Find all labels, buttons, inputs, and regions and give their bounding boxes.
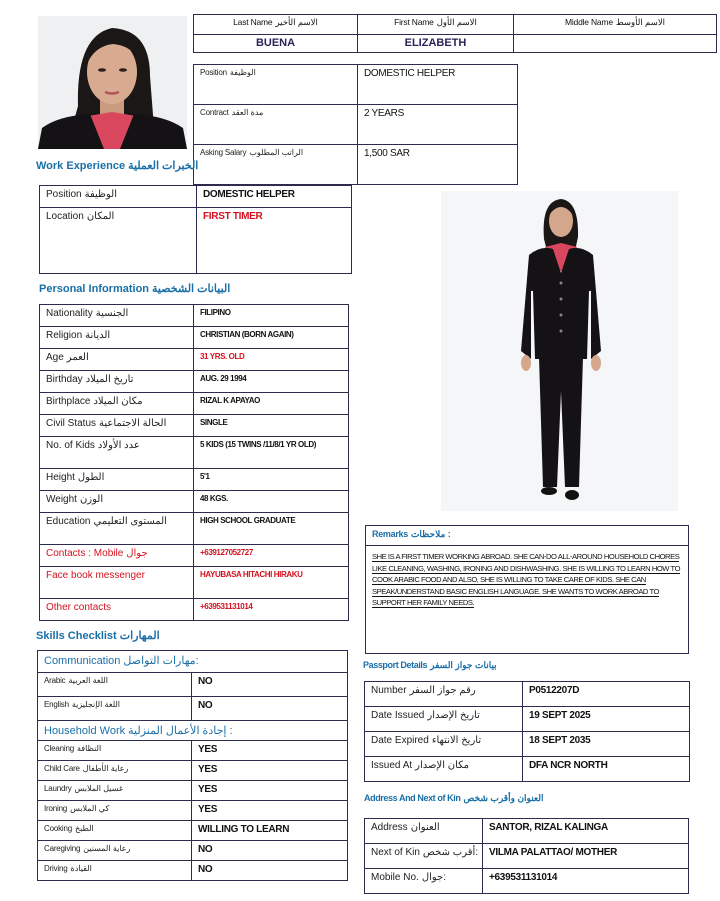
passport-table (364, 681, 690, 782)
personal-info-row (40, 513, 349, 545)
field-label: Education (46, 516, 91, 527)
field-value: WILLING TO LEARN (192, 821, 348, 841)
field-label-arabic: رقم جواز السفر (409, 685, 476, 696)
personal-info-row (40, 437, 349, 469)
work-position-value: DOMESTIC HELPER (197, 186, 352, 208)
field-label: Birthday (46, 374, 83, 385)
field-value: NO (192, 841, 348, 861)
field-label: Birthplace (46, 396, 91, 407)
passport-details-title: Passport Details بيانات جواز السفر (363, 660, 497, 670)
contact-row (40, 545, 349, 567)
field-value: 5 KIDS (15 TWINS /11/8/1 YR OLD) (194, 437, 349, 469)
contact-label: Contacts : Mobile (46, 548, 124, 559)
personal-info-row (40, 305, 349, 327)
position-label: Position (200, 68, 227, 77)
field-label: Laundry (44, 784, 72, 793)
personal-info-row (40, 349, 349, 371)
field-label-arabic: مكان الإصدار (415, 760, 470, 771)
personal-information-title: Personal Information البيانات الشخصية (39, 283, 231, 295)
address-row (365, 869, 689, 894)
job-table (193, 64, 518, 185)
contact-row (40, 599, 349, 621)
field-label: Mobile No. (371, 872, 419, 883)
work-location-value: FIRST TIMER (197, 208, 352, 274)
last-name-header: Last Name الاسم الأخير (194, 15, 358, 35)
household-skill-row (38, 761, 348, 781)
passport-row (365, 732, 690, 757)
full-body-illustration (441, 191, 678, 511)
field-label: Issued At (371, 760, 413, 771)
headshot-photo (38, 16, 187, 149)
field-label-arabic: النظافة (76, 744, 102, 753)
address-table (364, 818, 689, 894)
personal-info-row (40, 327, 349, 349)
field-label: Ironing (44, 804, 68, 813)
work-row-position: Position الوظيفة DOMESTIC HELPER (40, 186, 352, 208)
middle-name-value (514, 35, 717, 53)
household-skill-row (38, 861, 348, 881)
field-value: 48 KGS. (194, 491, 349, 513)
field-label-arabic: جوال: (421, 872, 446, 883)
contact-row (40, 567, 349, 599)
contact-value: HAYUBASA HITACHI HIRAKU (194, 567, 349, 599)
field-label-arabic: اللغة العربية (68, 676, 109, 685)
middle-name-header: Middle Name الاسم الأوسط (514, 15, 717, 35)
contact-label: Other contacts (46, 602, 112, 613)
field-label-arabic: كي الملابس (70, 804, 110, 813)
field-label-arabic: الحالة الاجتماعية (99, 418, 167, 429)
passport-row (365, 682, 690, 707)
remarks-title: Remarks ملاحظات : (366, 526, 688, 546)
field-label-arabic: الوزن (79, 494, 104, 505)
field-value: NO (192, 697, 348, 721)
field-value: VILMA PALATTAO/ MOTHER (483, 844, 689, 869)
job-row-position: Position الوظيفة DOMESTIC HELPER (194, 65, 518, 105)
field-label: Caregiving (44, 844, 81, 853)
field-label-arabic: أقرب شخص: (422, 847, 479, 858)
contact-value: +639127052727 (194, 545, 349, 567)
first-name-value: ELIZABETH (358, 35, 514, 53)
field-label-arabic: اللغة الإنجليزية (71, 700, 121, 709)
contract-value: 2 YEARS (358, 105, 518, 145)
field-label: Nationality (46, 308, 93, 319)
household-skill-row (38, 741, 348, 761)
remarks-box (365, 525, 689, 654)
field-value: HIGH SCHOOL GRADUATE (194, 513, 349, 545)
household-skill-row (38, 781, 348, 801)
work-experience-title: Work Experience الخبرات العملية (36, 160, 199, 172)
contact-label-arabic: جوال (126, 548, 148, 559)
full-body-photo (441, 191, 678, 511)
work-experience-table (39, 185, 352, 274)
field-label: Date Expired (371, 735, 429, 746)
communication-skill-row (38, 697, 348, 721)
field-label-arabic: غسيل الملابس (74, 784, 124, 793)
personal-information-table (39, 304, 349, 621)
field-value: NO (192, 673, 348, 697)
household-subheader: Household Work إجادة الأعمال المنزلية : (38, 721, 348, 741)
contact-value: +639531131014 (194, 599, 349, 621)
field-label-arabic: الطول (77, 472, 105, 483)
field-label: Number (371, 685, 407, 696)
address-title: Address And Next of Kin العنوان وأقرب شخص (364, 793, 544, 803)
personal-info-row (40, 371, 349, 393)
job-row-contract: Contract مدة العقد 2 YEARS (194, 105, 518, 145)
personal-info-row (40, 415, 349, 437)
field-value: DFA NCR NORTH (523, 757, 690, 782)
field-label: Height (46, 472, 75, 483)
field-label-arabic: القيادة (70, 864, 92, 873)
contract-label: Contract (200, 108, 229, 117)
remarks-text: SHE IS A FIRST TIMER WORKING ABROAD. SHE CAN-DO ALL-AROUND HOUSEHOLD CHORES LIKE CLEANING, WASHING, IRONING AND DISHWASHING. SHE IS WILLING TO LEARN HOW TO COOK ARABIC FOOD AND ALSO, SHE IS WILLING TO TAKE CARE OF KIDS. SHE CAN SPEAK/UNDERSTAND BASIC ENGLISH LANGUAGE. SHE WANTS TO WORK ABROAD TO SUPPORT HER FAMILY NEEDS. (372, 552, 681, 608)
work-row-location: Location المكان FIRST TIMER (40, 208, 352, 274)
field-label-arabic: عدد الأولاد (97, 440, 140, 451)
field-value: YES (192, 741, 348, 761)
field-label-arabic: تاريخ الانتهاء (431, 735, 482, 746)
field-label: Address (371, 822, 408, 833)
communication-subheader: Communication مهارات التواصل: (38, 651, 348, 673)
household-skill-row (38, 841, 348, 861)
field-label: Date Issued (371, 710, 425, 721)
last-name-value: BUENA (194, 35, 358, 53)
name-table (193, 14, 717, 53)
first-name-header: First Name الاسم الأول (358, 15, 514, 35)
field-label-arabic: العمر (66, 352, 89, 363)
field-value: FILIPINO (194, 305, 349, 327)
field-value: +639531131014 (483, 869, 689, 894)
personal-info-row (40, 393, 349, 415)
salary-value: 1,500 SAR (358, 145, 518, 185)
household-skill-row (38, 821, 348, 841)
field-value: AUG. 29 1994 (194, 371, 349, 393)
job-row-salary: Asking Salary الراتب المطلوب 1,500 SAR (194, 145, 518, 185)
field-label: English (44, 700, 69, 709)
field-label-arabic: الطبخ (74, 824, 94, 833)
field-value: 31 YRS. OLD (194, 349, 349, 371)
passport-row (365, 707, 690, 732)
address-row (365, 819, 689, 844)
field-label-arabic: تاريخ الميلاد (85, 374, 134, 385)
field-value: NO (192, 861, 348, 881)
field-label: Age (46, 352, 64, 363)
field-value: CHRISTIAN (BORN AGAIN) (194, 327, 349, 349)
field-label: Driving (44, 864, 68, 873)
field-value: YES (192, 761, 348, 781)
field-value: 19 SEPT 2025 (523, 707, 690, 732)
field-value: SANTOR, RIZAL KALINGA (483, 819, 689, 844)
field-value: YES (192, 781, 348, 801)
field-label: Religion (46, 330, 83, 341)
personal-info-row (40, 469, 349, 491)
field-value: YES (192, 801, 348, 821)
field-label: Arabic (44, 676, 66, 685)
field-label: Child Care (44, 764, 80, 773)
field-label-arabic: مكان الميلاد (93, 396, 143, 407)
field-label-arabic: الديانة (85, 330, 111, 341)
field-label-arabic: رعاية الأطفال (82, 764, 129, 773)
field-value: 18 SEPT 2035 (523, 732, 690, 757)
personal-info-row (40, 491, 349, 513)
field-value: SINGLE (194, 415, 349, 437)
skills-table (37, 650, 348, 881)
headshot-illustration (38, 16, 187, 149)
field-label: Weight (46, 494, 77, 505)
field-label-arabic: رعاية المسنين (83, 844, 131, 853)
field-value: P0512207D (523, 682, 690, 707)
field-label-arabic: المستوى التعليمي (93, 516, 167, 527)
field-value: RIZAL K APAYAO (194, 393, 349, 415)
contact-label: Face book messenger (46, 570, 145, 581)
passport-row (365, 757, 690, 782)
field-value: 5'1 (194, 469, 349, 491)
skills-checklist-title: Skills Checklist المهارات (36, 630, 160, 642)
field-label-arabic: تاريخ الإصدار (427, 710, 480, 721)
field-label: No. of Kids (46, 440, 95, 451)
position-value: DOMESTIC HELPER (358, 65, 518, 105)
address-row (365, 844, 689, 869)
field-label: Cleaning (44, 744, 74, 753)
field-label: Cooking (44, 824, 72, 833)
field-label: Next of Kin (371, 847, 420, 858)
household-skill-row (38, 801, 348, 821)
field-label: Civil Status (46, 418, 97, 429)
salary-label: Asking Salary (200, 148, 247, 157)
field-label-arabic: العنوان (410, 822, 440, 833)
field-label-arabic: الجنسية (95, 308, 129, 319)
communication-skill-row (38, 673, 348, 697)
